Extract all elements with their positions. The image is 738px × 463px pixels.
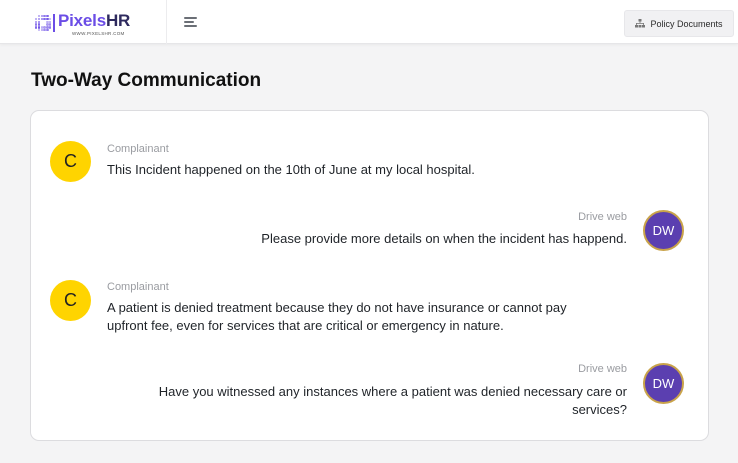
complainant-avatar: C: [50, 141, 91, 182]
logo[interactable]: [0, 0, 167, 44]
responder-avatar: DW: [643, 210, 684, 251]
logo-tagline: WWW.PIXELSHR.COM: [72, 31, 125, 36]
logo-text: PixelsHR: [58, 11, 131, 30]
message-sender: Drive web: [578, 363, 627, 375]
message-sender: Drive web: [578, 211, 627, 223]
message-sender: Complainant: [107, 281, 169, 293]
message-text: A patient is denied treatment because they do not have insurance or cannot pay upfront fee, even for services that are critical or emergency in nature.: [107, 300, 567, 333]
policy-documents-button[interactable]: [624, 10, 734, 37]
message-text: This Incident happened on the 10th of June at my local hospital.: [107, 162, 475, 177]
conversation-card: [30, 110, 709, 441]
responder-avatar: DW: [643, 363, 684, 404]
message-text: Please provide more details on when the incident has happend.: [261, 231, 627, 246]
policy-documents-label: Policy Documents: [650, 18, 723, 29]
message-sender: Complainant: [107, 143, 169, 155]
hamburger-menu-icon[interactable]: [184, 15, 202, 29]
pixel-grid-icon: [35, 15, 51, 31]
message-text: Have you witnessed any instances where a patient was denied necessary care or services?: [158, 384, 627, 417]
sitemap-icon: [635, 19, 645, 28]
complainant-avatar: C: [50, 280, 91, 321]
top-bar: [0, 0, 738, 44]
page-title: Two-Way Communication: [31, 70, 262, 91]
logo-divider: [53, 14, 55, 32]
